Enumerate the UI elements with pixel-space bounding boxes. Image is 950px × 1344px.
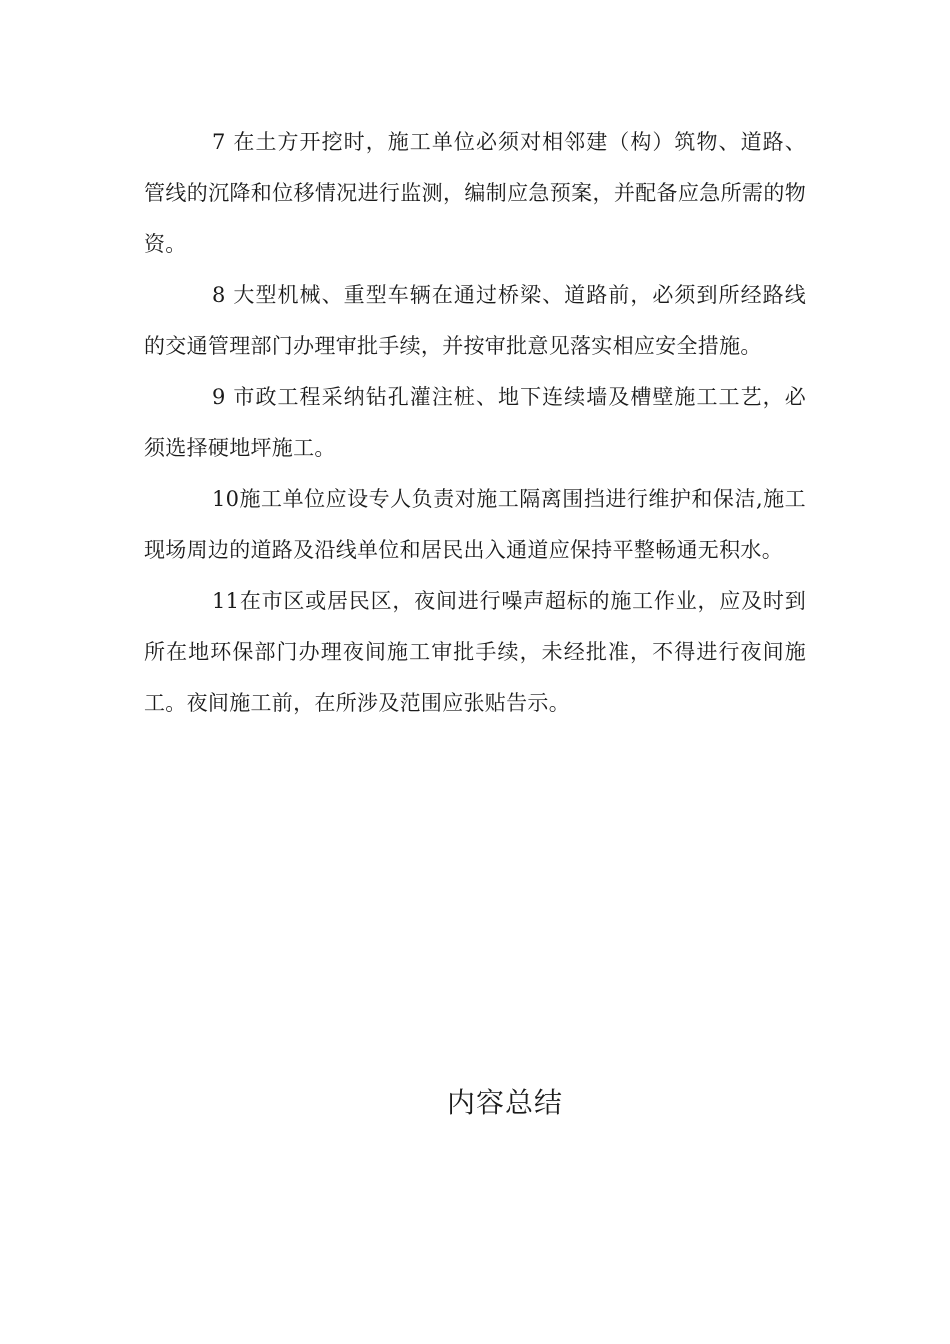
paragraph-11: 11在市区或居民区，夜间进行噪声超标的施工作业，应及时到所在地环保部门办理夜间施工审批手续，未经批准，不得进行夜间施工。夜间施工前，在所涉及范围应张贴告示。 — [144, 589, 806, 715]
summary-heading: 内容总结 — [446, 1086, 563, 1119]
paragraph-7: 7 在土方开挖时，施工单位必须对相邻建（构）筑物、道路、管线的沉降和位移情况进行监测，编制应急预案，并配备应急所需的物资。 — [144, 130, 806, 256]
paragraph-8: 8 大型机械、重型车辆在通过桥梁、道路前，必须到所经路线的交通管理部门办理审批手续，并按审批意见落实相应安全措施。 — [144, 283, 806, 358]
paragraph-9: 9 市政工程采纳钻孔灌注桩、地下连续墙及槽壁施工工艺，必须选择硬地坪施工。 — [144, 385, 806, 460]
document-body — [144, 117, 806, 729]
paragraph-10: 10施工单位应设专人负责对施工隔离围挡进行维护和保洁,施工现场周边的道路及沿线单位和居民出入通道应保持平整畅通无积水。 — [144, 487, 806, 562]
